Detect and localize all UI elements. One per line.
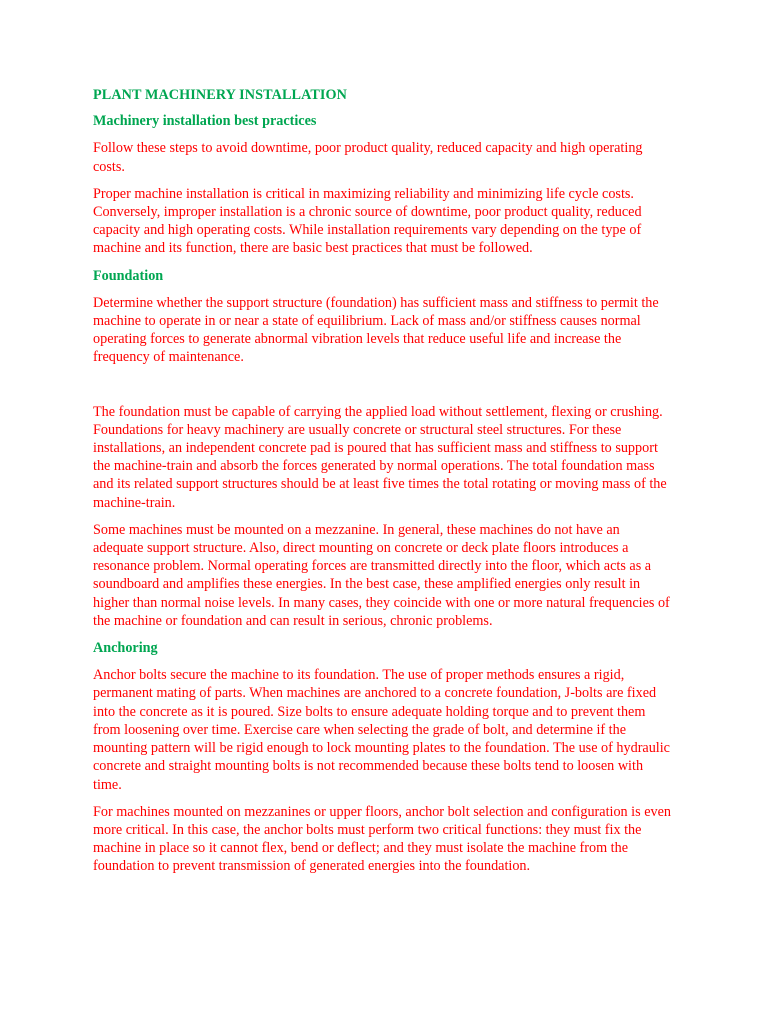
paragraph-best-practices-detail: Proper machine installation is critical in maximizing reliability and minimizing life cycle costs. Conversely, improper installation is a chronic source of downtime, poor product quality, reduced capacity and high operating costs. While installation requirements vary depending on the type of machine and its function, there are basic best practices that must be followed.: [93, 185, 642, 257]
document-title: PLANT MACHINERY INSTALLATION: [93, 87, 348, 103]
paragraph-anchoring-mezzanine: For machines mounted on mezzanines or upper floors, anchor bolt selection and configuration is even more critical. In this case, the anchor bolts must perform two critical functions: they must fix the machine in place so it cannot flex, bend or deflect; and they must isolate the machine from the foundation to prevent transmission of generated energies into the foundation.: [93, 803, 671, 875]
paragraph-foundation-mass: Determine whether the support structure (foundation) has sufficient mass and stiffness to permit the machine to operate in or near a state of equilibrium. Lack of mass and/or stiffness causes normal operating forces to generate abnormal vibration levels that reduce useful life and increase the frequency of maintenance.: [93, 294, 659, 366]
paragraph-spacer: [93, 376, 673, 403]
section-heading-best-practices: Machinery installation best practices: [93, 113, 317, 130]
document-page: [93, 86, 673, 885]
paragraph-best-practices-intro: Follow these steps to avoid downtime, poor product quality, reduced capacity and high operating costs.: [93, 140, 643, 175]
paragraph-anchoring-bolts: Anchor bolts secure the machine to its foundation. The use of proper methods ensures a rigid, permanent mating of parts. When machines are anchored to a concrete foundation, J-bolts are fixed into the concrete as it is poured. Size bolts to ensure adequate holding torque and to prevent them from loosening over time. Exercise care when selecting the grade of bolt, and determine if the mounting pattern will be rigid enough to lock mounting plates to the foundation. The use of hydraulic concrete and straight mounting bolts is not recommended because these bolts tend to loosen with time.: [93, 667, 670, 793]
paragraph-foundation-load: The foundation must be capable of carrying the applied load without settlement, flexing or crushing. Foundations for heavy machinery are usually concrete or structural steel structures. For these installations, an independent concrete pad is poured that has sufficient mass and stiffness to support the machine-train and absorb the forces generated by normal operations. The total foundation mass and its related support structures should be at least five times the total rotating or moving mass of the machine-train.: [93, 403, 667, 511]
paragraph-foundation-mezzanine: Some machines must be mounted on a mezzanine. In general, these machines do not have an adequate support structure. Also, direct mounting on concrete or deck plate floors introduces a resonance problem. Normal operating forces are transmitted directly into the floor, which acts as a soundboard and amplifies these energies. In the best case, these amplified energies only result in higher than normal noise levels. In many cases, they coincide with one or more natural frequencies of the machine or foundation and can result in serious, chronic problems.: [93, 521, 670, 629]
section-heading-anchoring: Anchoring: [93, 640, 158, 657]
section-heading-foundation: Foundation: [93, 267, 164, 284]
